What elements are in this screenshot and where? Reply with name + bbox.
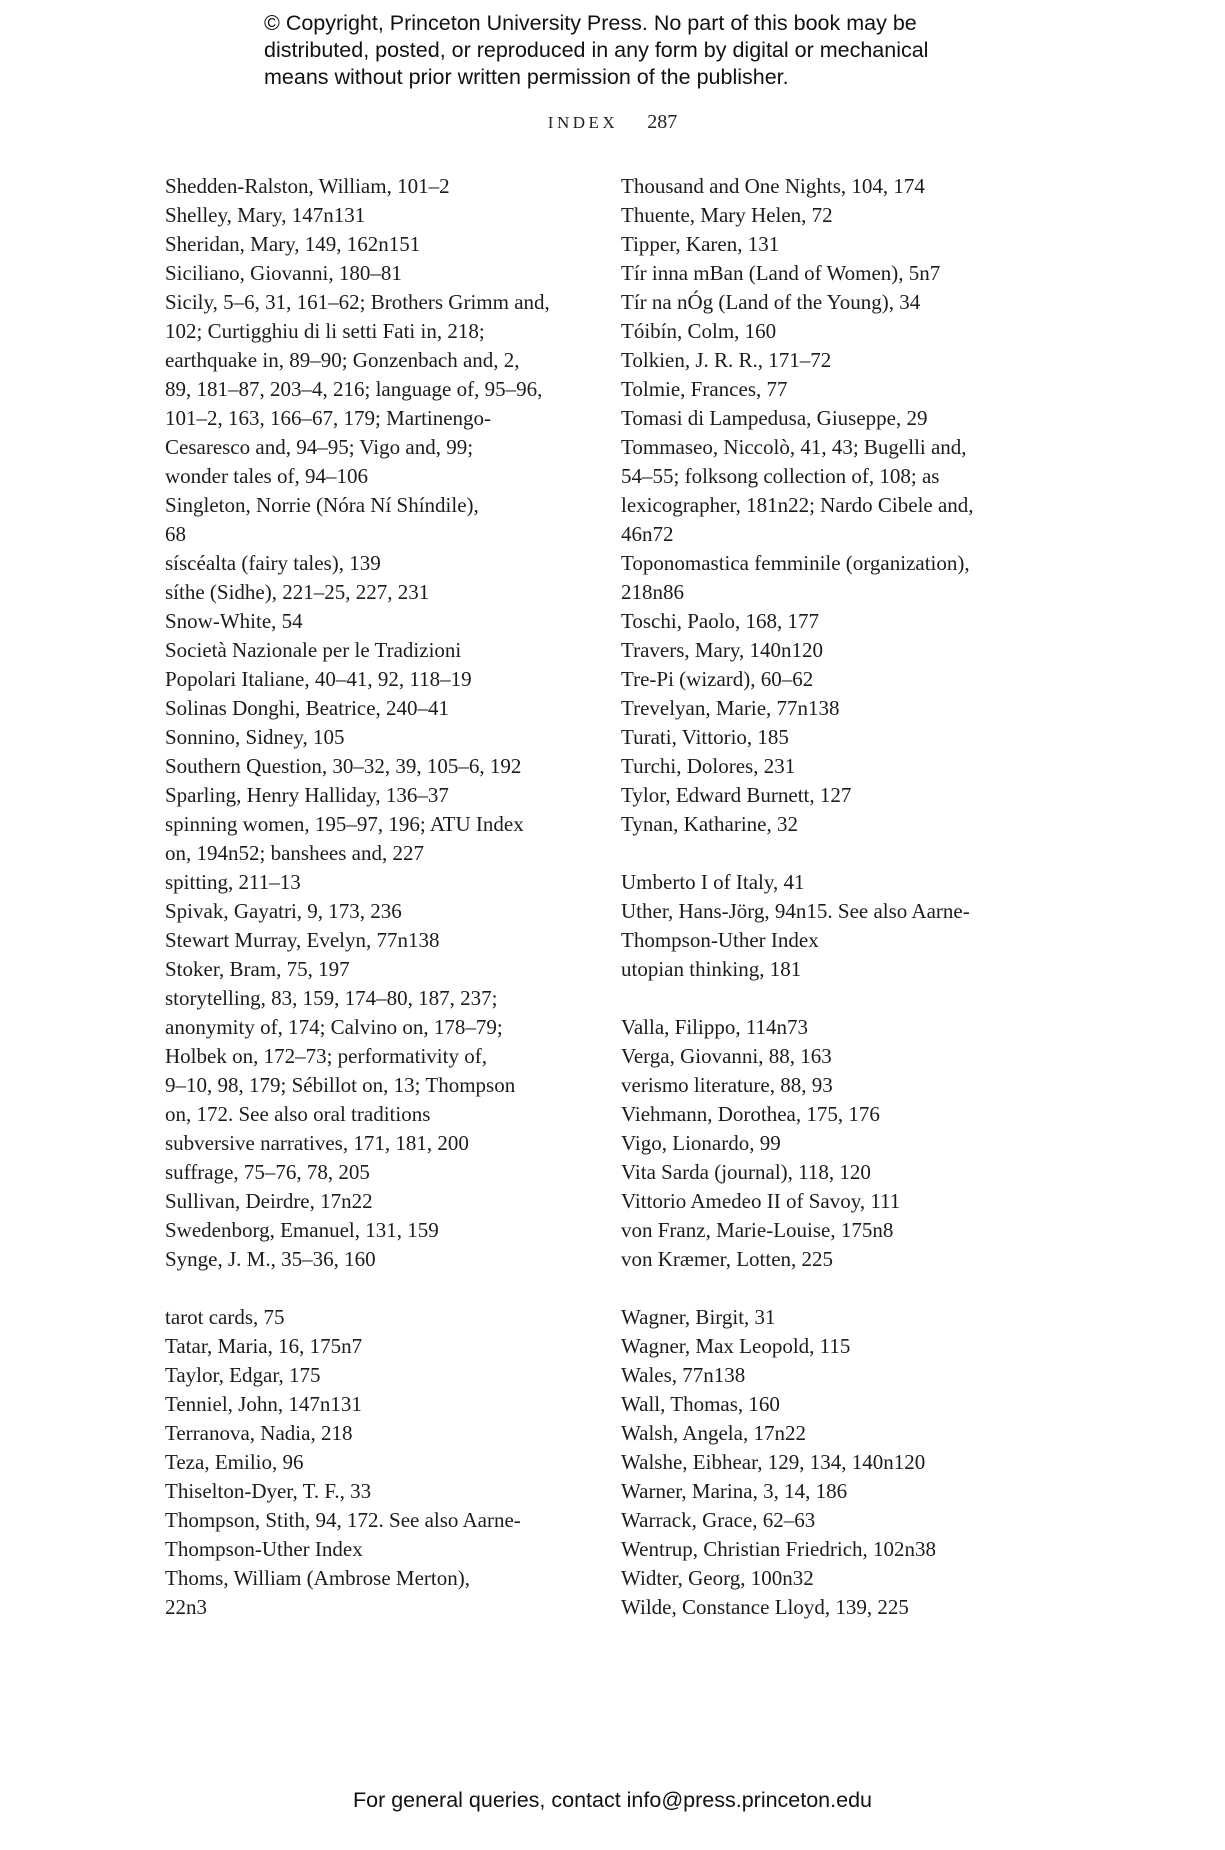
index-entry-heading: Travers, Mary, 140n120: [621, 638, 824, 662]
index-entry-heading: Taylor, Edgar, 175: [165, 1363, 321, 1387]
index-entry: [621, 723, 1061, 752]
index-entry-heading: suffrage, 75–76, 78, 205: [165, 1160, 370, 1184]
index-entry: [621, 1419, 1061, 1448]
index-entry-heading: Verga, Giovanni, 88, 163: [621, 1044, 832, 1068]
index-entry: [621, 201, 1061, 230]
letter-section-gap: [621, 1274, 1061, 1303]
index-entry-heading: Viehmann, Dorothea, 175, 176: [621, 1102, 880, 1126]
index-entry-heading: Walsh, Angela, 17n22: [621, 1421, 806, 1445]
index-entry: [621, 607, 1061, 636]
index-entry-heading: Tolmie, Frances, 77: [621, 377, 788, 401]
index-entry-heading: Stewart Murray, Evelyn, 77n138: [165, 928, 440, 952]
index-entry-heading: Thousand and One Nights, 104, 174: [621, 174, 925, 198]
index-entry-heading: Warner, Marina, 3, 14, 186: [621, 1479, 848, 1503]
index-entry: [165, 723, 585, 752]
copyright-line: distributed, posted, or reproduced in any form by digital or mechanical: [264, 38, 929, 62]
index-entry-continuation: 102; Curtigghiu di li setti Fati in, 218;: [165, 319, 485, 343]
index-entry-continuation: 218n86: [621, 580, 684, 604]
index-entry-continuation: 101–2, 163, 166–67, 179; Martinengo-: [165, 406, 492, 430]
index-entry: [165, 172, 585, 201]
index-entry-heading: Tenniel, John, 147n131: [165, 1392, 362, 1416]
running-head-label: INDEX: [547, 113, 619, 132]
index-entry-heading: Turati, Vittorio, 185: [621, 725, 789, 749]
index-entry-heading: Terranova, Nadia, 218: [165, 1421, 353, 1445]
index-entry-heading: subversive narratives, 171, 181, 200: [165, 1131, 469, 1155]
index-entry-continuation: 22n3: [165, 1595, 207, 1619]
index-entry: [165, 926, 585, 955]
index-entry-heading: Vigo, Lionardo, 99: [621, 1131, 781, 1155]
index-entry-heading: Tatar, Maria, 16, 175n7: [165, 1334, 363, 1358]
index-entry: [621, 549, 1061, 607]
index-entry-heading: Tipper, Karen, 131: [621, 232, 780, 256]
index-entry-heading: Umberto I of Italy, 41: [621, 870, 805, 894]
index-entry: [621, 1042, 1061, 1071]
index-entry-heading: Tír na nÓg (Land of the Young), 34: [621, 290, 921, 314]
index-entry-heading: Tomasi di Lampedusa, Giuseppe, 29: [621, 406, 928, 430]
index-entry-heading: Wall, Thomas, 160: [621, 1392, 780, 1416]
index-entry: [165, 578, 585, 607]
index-entry-heading: Tóibín, Colm, 160: [621, 319, 777, 343]
index-entry-heading: Wales, 77n138: [621, 1363, 746, 1387]
index-entry-heading: Swedenborg, Emanuel, 131, 159: [165, 1218, 439, 1242]
index-entry: [165, 201, 585, 230]
index-entry-heading: Thuente, Mary Helen, 72: [621, 203, 833, 227]
index-entry-heading: von Kræmer, Lotten, 225: [621, 1247, 834, 1271]
index-entry: [621, 230, 1061, 259]
index-entry-heading: Widter, Georg, 100n32: [621, 1566, 814, 1590]
page-number: 287: [647, 111, 678, 133]
index-entry: [165, 1564, 585, 1622]
index-entry-heading: Turchi, Dolores, 231: [621, 754, 796, 778]
index-entry: [165, 1419, 585, 1448]
index-entry-heading: Sheridan, Mary, 149, 162n151: [165, 232, 421, 256]
index-entry-heading: Uther, Hans-Jörg, 94n15. See also Aarne-: [621, 899, 970, 923]
index-entry: [621, 288, 1061, 317]
index-entry: [621, 955, 1061, 984]
index-entry: [621, 259, 1061, 288]
index-entry-continuation: wonder tales of, 94–106: [165, 464, 368, 488]
index-entry: [621, 897, 1061, 955]
index-entry: [165, 636, 585, 694]
index-entry-heading: síthe (Sidhe), 221–25, 227, 231: [165, 580, 430, 604]
index-entry: [165, 1303, 585, 1332]
index-entry: [621, 781, 1061, 810]
index-entry-continuation: 54–55; folksong collection of, 108; as: [621, 464, 940, 488]
index-entry: [165, 1361, 585, 1390]
index-entry-heading: Tylor, Edward Burnett, 127: [621, 783, 852, 807]
index-entry: [621, 1245, 1061, 1274]
index-entry-heading: Vittorio Amedeo II of Savoy, 111: [621, 1189, 901, 1213]
index-entry: [165, 549, 585, 578]
index-entry-continuation: Thompson-Uther Index: [621, 928, 819, 952]
index-entry-heading: Solinas Donghi, Beatrice, 240–41: [165, 696, 450, 720]
index-entry: [165, 230, 585, 259]
index-entry: [621, 317, 1061, 346]
index-entry: [621, 810, 1061, 839]
index-entry-heading: Sparling, Henry Halliday, 136–37: [165, 783, 449, 807]
index-entry-continuation: 9–10, 98, 179; Sébillot on, 13; Thompson: [165, 1073, 516, 1097]
index-entry-heading: Tír inna mBan (Land of Women), 5n7: [621, 261, 941, 285]
index-entry-continuation: Thompson-Uther Index: [165, 1537, 363, 1561]
index-entry-heading: Toponomastica femminile (organization),: [621, 551, 970, 575]
index-entry: [165, 955, 585, 984]
index-entry-heading: Wentrup, Christian Friedrich, 102n38: [621, 1537, 937, 1561]
index-entry-heading: utopian thinking, 181: [621, 957, 802, 981]
index-entry: [621, 1390, 1061, 1419]
index-entry-heading: Shelley, Mary, 147n131: [165, 203, 366, 227]
index-entry-heading: Vita Sarda (journal), 118, 120: [621, 1160, 871, 1184]
index-entry-heading: Sicily, 5–6, 31, 161–62; Brothers Grimm and,: [165, 290, 550, 314]
index-entry: [165, 1245, 585, 1274]
index-entry-continuation: on, 172. See also oral traditions: [165, 1102, 431, 1126]
index-entry-heading: storytelling, 83, 159, 174–80, 187, 237;: [165, 986, 498, 1010]
index-entry: [165, 491, 585, 549]
index-entry: [621, 1100, 1061, 1129]
index-entry-heading: Società Nazionale per le Tradizioni: [165, 638, 462, 662]
index-entry-continuation: 68: [165, 522, 186, 546]
index-entry-heading: Tynan, Katharine, 32: [621, 812, 798, 836]
index-entry: [621, 665, 1061, 694]
index-entry: [165, 752, 585, 781]
copyright-notice: [264, 10, 1024, 91]
index-entry: [621, 1187, 1061, 1216]
running-head: [0, 111, 1225, 134]
index-entry-heading: spitting, 211–13: [165, 870, 301, 894]
index-entry: [621, 1361, 1061, 1390]
index-entry: [165, 1129, 585, 1158]
index-entry-continuation: Holbek on, 172–73; performativity of,: [165, 1044, 487, 1068]
index-entry: [621, 1129, 1061, 1158]
index-entry-heading: Wilde, Constance Lloyd, 139, 225: [621, 1595, 909, 1619]
index-entry-heading: von Franz, Marie-Louise, 175n8: [621, 1218, 894, 1242]
index-entry: [621, 375, 1061, 404]
index-entry-heading: Synge, J. M., 35–36, 160: [165, 1247, 376, 1271]
index-entry: [621, 433, 1061, 549]
index-entry: [621, 1535, 1061, 1564]
index-entry-continuation: 89, 181–87, 203–4, 216; language of, 95–96,: [165, 377, 543, 401]
index-entry: [621, 172, 1061, 201]
index-entry: [621, 1303, 1061, 1332]
index-entry-heading: Wagner, Max Leopold, 115: [621, 1334, 851, 1358]
index-entry-heading: Toschi, Paolo, 168, 177: [621, 609, 820, 633]
index-entry-continuation: Popolari Italiane, 40–41, 92, 118–19: [165, 667, 472, 691]
index-entry-heading: síscéalta (fairy tales), 139: [165, 551, 381, 575]
index-entry: [165, 810, 585, 868]
index-entry: [621, 694, 1061, 723]
index-entry: [165, 781, 585, 810]
index-entry-heading: Tre-Pi (wizard), 60–62: [621, 667, 814, 691]
index-entry: [165, 1506, 585, 1564]
footer-contact: For general queries, contact info@press.princeton.edu: [352, 1788, 872, 1812]
index-entry: [621, 1448, 1061, 1477]
index-entry-heading: tarot cards, 75: [165, 1305, 285, 1329]
index-entry: [165, 694, 585, 723]
index-entry: [621, 1216, 1061, 1245]
index-entry: [165, 259, 585, 288]
index-entry: [621, 1332, 1061, 1361]
index-entry-heading: Walshe, Eibhear, 129, 134, 140n120: [621, 1450, 926, 1474]
index-entry-heading: Teza, Emilio, 96: [165, 1450, 304, 1474]
index-entry: [165, 1477, 585, 1506]
index-entry-heading: Trevelyan, Marie, 77n138: [621, 696, 840, 720]
index-entry: [621, 404, 1061, 433]
index-column-right: [621, 172, 1061, 1622]
letter-section-gap: [621, 984, 1061, 1013]
index-entry: [621, 636, 1061, 665]
index-entry: [165, 288, 585, 491]
index-entry: [165, 897, 585, 926]
index-entry: [165, 1216, 585, 1245]
copyright-line: means without prior written permission of the publisher.: [264, 65, 789, 89]
index-entry-heading: Thoms, William (Ambrose Merton),: [165, 1566, 470, 1590]
index-entry-heading: Southern Question, 30–32, 39, 105–6, 192: [165, 754, 522, 778]
index-column-left: [165, 172, 585, 1622]
copyright-line: © Copyright, Princeton University Press. No part of this book may be: [264, 11, 917, 35]
index-entry-heading: Shedden-Ralston, William, 101–2: [165, 174, 450, 198]
index-entry-heading: Valla, Filippo, 114n73: [621, 1015, 809, 1039]
index-entry-heading: Wagner, Birgit, 31: [621, 1305, 776, 1329]
index-entry-heading: Snow-White, 54: [165, 609, 303, 633]
index-entry-continuation: anonymity of, 174; Calvino on, 178–79;: [165, 1015, 503, 1039]
index-entry: [165, 1187, 585, 1216]
index-entry-heading: verismo literature, 88, 93: [621, 1073, 833, 1097]
index-entry-heading: Singleton, Norrie (Nóra Ní Shíndile),: [165, 493, 479, 517]
index-entry: [621, 1477, 1061, 1506]
letter-section-gap: [621, 839, 1061, 868]
index-entry: [165, 607, 585, 636]
index-entry: [165, 1332, 585, 1361]
index-entry: [165, 1158, 585, 1187]
index-entry: [621, 868, 1061, 897]
index-entry-heading: Warrack, Grace, 62–63: [621, 1508, 816, 1532]
index-entry: [165, 1448, 585, 1477]
index-entry-heading: Tommaseo, Niccolò, 41, 43; Bugelli and,: [621, 435, 967, 459]
index-entry-heading: Tolkien, J. R. R., 171–72: [621, 348, 832, 372]
index-entry-continuation: lexicographer, 181n22; Nardo Cibele and,: [621, 493, 974, 517]
index-entry: [621, 752, 1061, 781]
index-entry-heading: Stoker, Bram, 75, 197: [165, 957, 350, 981]
index-entry-heading: Thiselton-Dyer, T. F., 33: [165, 1479, 372, 1503]
index-entry: [621, 1013, 1061, 1042]
index-entry-heading: Sonnino, Sidney, 105: [165, 725, 345, 749]
letter-section-gap: [165, 1274, 585, 1303]
index-entry: [621, 1158, 1061, 1187]
index-entry: [165, 1390, 585, 1419]
index-entry-continuation: earthquake in, 89–90; Gonzenbach and, 2,: [165, 348, 520, 372]
index-entry: [165, 868, 585, 897]
index-entry-heading: Siciliano, Giovanni, 180–81: [165, 261, 402, 285]
index-entry-heading: Sullivan, Deirdre, 17n22: [165, 1189, 373, 1213]
index-entry-heading: spinning women, 195–97, 196; ATU Index: [165, 812, 524, 836]
index-entry-heading: Thompson, Stith, 94, 172. See also Aarne-: [165, 1508, 521, 1532]
index-entry-continuation: Cesaresco and, 94–95; Vigo and, 99;: [165, 435, 474, 459]
index-entry: [165, 984, 585, 1129]
index-entry: [621, 1071, 1061, 1100]
index-entry: [621, 1506, 1061, 1535]
index-entry-heading: Spivak, Gayatri, 9, 173, 236: [165, 899, 402, 923]
index-entry: [621, 1593, 1061, 1622]
index-entry-continuation: on, 194n52; banshees and, 227: [165, 841, 424, 865]
index-entry: [621, 1564, 1061, 1593]
index-entry-continuation: 46n72: [621, 522, 674, 546]
index-entry: [621, 346, 1061, 375]
